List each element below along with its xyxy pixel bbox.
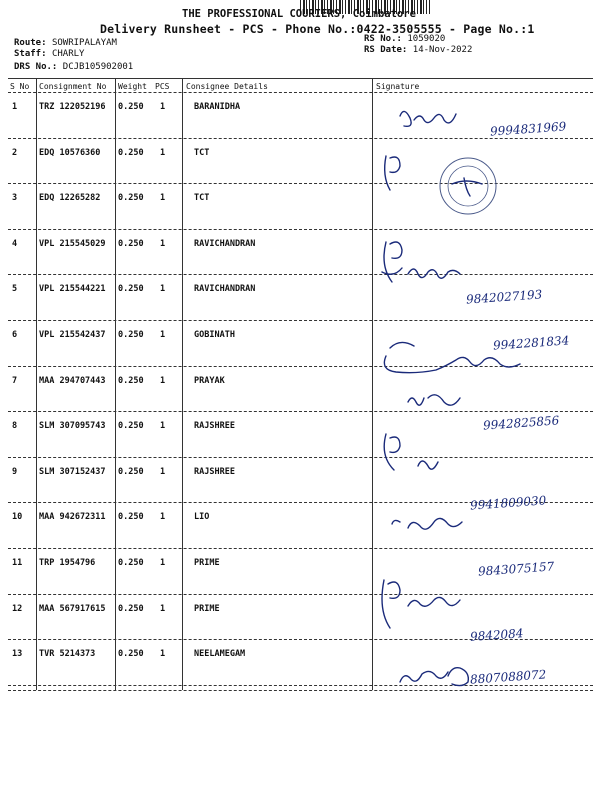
drs-label: DRS No.: — [14, 62, 58, 72]
cell-weight: 0.250 — [118, 238, 144, 249]
cell-consignment: TVR 5214373 — [39, 649, 96, 660]
handwritten-phone: 9842084 — [469, 626, 524, 644]
cell-pcs: 1 — [160, 284, 166, 295]
cell-consignee: LIO — [194, 512, 210, 523]
staff-value: CHARLY — [51, 49, 85, 59]
cell-consignee: NEELAMEGAM — [194, 649, 246, 660]
cell-consignee: GOBINATH — [194, 330, 235, 340]
cell-consignee: RAJSHREE — [194, 466, 235, 477]
handwritten-phone: 8807088072 — [469, 667, 547, 687]
cell-weight: 0.250 — [118, 558, 144, 568]
handwritten-phone: 9942281834 — [492, 333, 570, 353]
runsheet-table — [8, 78, 593, 690]
cell-consignee: PRIME — [194, 558, 220, 568]
rs-no-line — [364, 34, 445, 44]
cell-pcs: 1 — [160, 102, 166, 112]
rs-date-value: 14-Nov-2022 — [412, 45, 473, 55]
cell-consignee: PRIME — [194, 603, 220, 614]
cell-consignment: MAA 942672311 — [39, 512, 106, 523]
staff-line — [14, 49, 84, 59]
cell-weight: 0.250 — [118, 421, 144, 432]
cell-weight: 0.250 — [118, 330, 144, 340]
cell-weight: 0.250 — [118, 193, 144, 204]
cell-sno: 6 — [12, 330, 18, 340]
cell-consignment: SLM 307152437 — [39, 466, 106, 477]
handwritten-signatures — [378, 86, 593, 690]
cell-pcs: 1 — [160, 558, 166, 568]
cell-consignment: EDQ 10576360 — [39, 147, 101, 158]
handwritten-phone: 9941809030 — [469, 493, 547, 513]
cell-consignment: TRP 1954796 — [39, 558, 96, 568]
header-sno: S No — [10, 82, 30, 91]
cell-consignee: TCT — [194, 147, 210, 158]
header-pcs: PCS — [155, 82, 170, 91]
cell-pcs: 1 — [160, 330, 166, 340]
rs-date-line — [364, 45, 472, 55]
cell-consignment: VPL 215544221 — [39, 284, 106, 295]
staff-label: Staff: — [14, 49, 47, 59]
cell-sno: 4 — [12, 238, 18, 249]
cell-consignee: PRAYAK — [194, 375, 225, 386]
header-consignee: Consignee Details — [186, 82, 268, 91]
cell-consignment: SLM 307095743 — [39, 421, 106, 432]
handwritten-phone: 9842027193 — [465, 287, 543, 307]
cell-sno: 11 — [12, 558, 23, 568]
drs-line — [14, 62, 133, 72]
cell-weight: 0.250 — [118, 102, 144, 112]
cell-weight: 0.250 — [118, 603, 144, 614]
cell-consignment: VPL 215542437 — [39, 330, 106, 340]
rs-date-label: RS Date: — [364, 45, 408, 55]
cell-pcs: 1 — [160, 603, 166, 614]
header-weight: Weight — [118, 82, 147, 91]
cell-sno: 13 — [12, 649, 23, 660]
cell-consignment: VPL 215545029 — [39, 238, 106, 249]
rs-no-label: RS No.: — [364, 34, 402, 44]
cell-pcs: 1 — [160, 147, 166, 158]
table-bottom-rule — [8, 690, 593, 691]
cell-consignee: RAVICHANDRAN — [194, 284, 256, 295]
cell-sno: 8 — [12, 421, 18, 432]
table-top-rule — [8, 78, 593, 79]
handwritten-phone: 9843075157 — [477, 559, 555, 579]
cell-sno: 3 — [12, 193, 18, 204]
cell-consignment: EDQ 12265282 — [39, 193, 101, 204]
cell-sno: 9 — [12, 466, 18, 477]
cell-sno: 5 — [12, 284, 18, 295]
cell-pcs: 1 — [160, 649, 166, 660]
cell-weight: 0.250 — [118, 466, 144, 477]
header-signature: Signature — [376, 82, 420, 91]
cell-sno: 1 — [12, 102, 18, 112]
cell-sno: 7 — [12, 375, 18, 386]
cell-sno: 2 — [12, 147, 18, 158]
cell-pcs: 1 — [160, 238, 166, 249]
cell-sno: 10 — [12, 512, 23, 523]
header-consignment: Consignment No — [39, 82, 107, 91]
cell-consignee: BARANIDHA — [194, 102, 241, 112]
cell-pcs: 1 — [160, 421, 166, 432]
cell-pcs: 1 — [160, 466, 166, 477]
document-title: THE PROFESSIONAL COURIERS, Coimbatore — [182, 8, 416, 20]
cell-consignee: TCT — [194, 193, 210, 204]
cell-weight: 0.250 — [118, 512, 144, 523]
cell-consignment: TRZ 122052196 — [39, 102, 106, 112]
cell-weight: 0.250 — [118, 147, 144, 158]
rs-no-value: 1059020 — [407, 34, 446, 44]
cell-pcs: 1 — [160, 512, 166, 523]
drs-value: DCJB105902001 — [62, 62, 134, 72]
signatures-svg — [378, 86, 593, 690]
handwritten-phone: 9942825856 — [482, 413, 560, 433]
cell-consignee: RAJSHREE — [194, 421, 235, 432]
route-line — [14, 38, 117, 48]
cell-sno: 12 — [12, 603, 23, 614]
document-subtitle: Delivery Runsheet - PCS - Phone No.:0422-3505555 - Page No.:1 — [100, 22, 535, 36]
column-divider — [372, 78, 373, 690]
cell-pcs: 1 — [160, 193, 166, 204]
cell-consignee: RAVICHANDRAN — [194, 238, 256, 249]
route-value: SOWRIPALAYAM — [51, 38, 117, 48]
cell-pcs: 1 — [160, 375, 166, 386]
column-divider — [115, 78, 116, 690]
cell-consignment: MAA 294707443 — [39, 375, 106, 386]
route-label: Route: — [14, 38, 47, 48]
handwritten-phone: 9994831969 — [489, 119, 567, 139]
column-divider — [36, 78, 37, 690]
cell-weight: 0.250 — [118, 375, 144, 386]
cell-weight: 0.250 — [118, 649, 144, 660]
column-divider — [182, 78, 183, 690]
cell-consignment: MAA 567917615 — [39, 603, 106, 614]
cell-weight: 0.250 — [118, 284, 144, 295]
